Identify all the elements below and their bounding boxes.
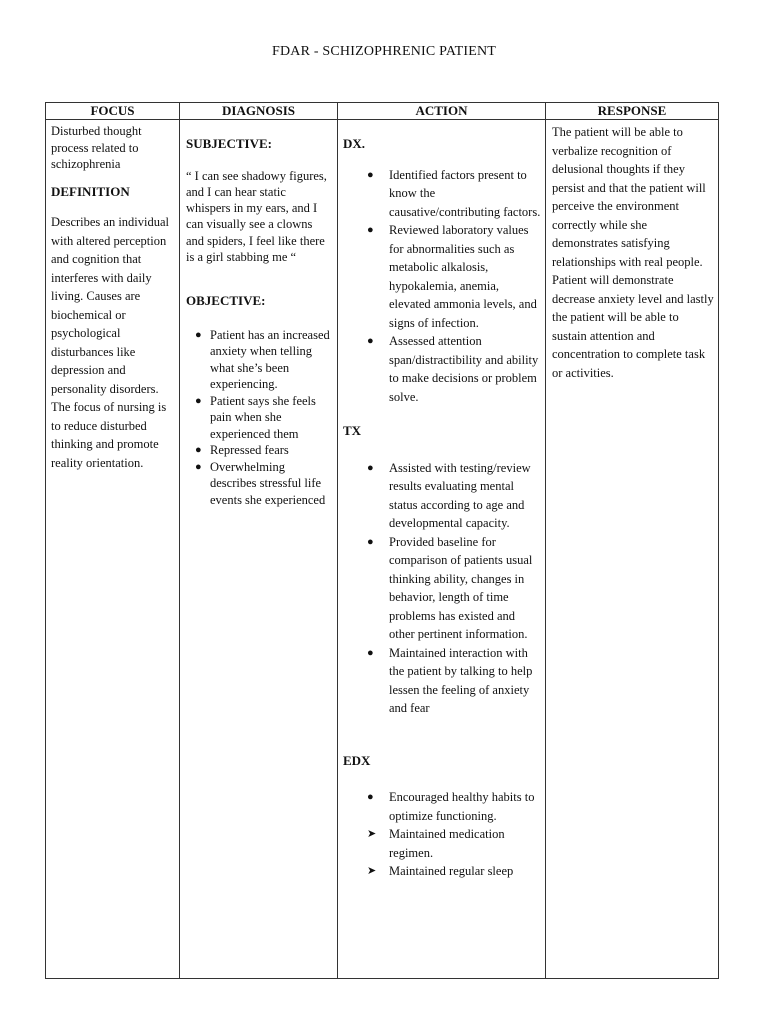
header-response: RESPONSE (546, 103, 719, 120)
list-item: ● Patient says she feels pain when she experienced them (195, 393, 316, 441)
list-item: ➤ Maintained medication regimen. (367, 827, 505, 860)
arrow-bullet-icon: ➤ (367, 865, 377, 877)
list-item: ● Provided baseline for comparison of patients usual thinking ability, changes in behavior, length of time problems has existed and other pertinent information. (367, 534, 533, 641)
tx-list (343, 459, 541, 718)
edx-heading: EDX (343, 752, 371, 768)
dx-heading: DX. (343, 136, 366, 151)
list-item: ● Maintained interaction with the patient by talking to help lessen the feeling of anxiety and fear (367, 645, 533, 715)
header-row (46, 103, 719, 120)
header-action: ACTION (338, 103, 546, 120)
response-text: The patient will be able to verbalize recognition of delusional thoughts if they persist and that the patient will perceive the environment correctly while she demonstrates satisfying relationships with real people. Patient will demonstrate decrease anxiety level and lastly the patient will be able to sustain attention and concentration to complete task or activities. (552, 125, 714, 380)
subjective-heading: SUBJECTIVE: (186, 136, 272, 151)
list-item: ● Assessed attention span/distractibility and ability to make decisions or problem solve. (367, 334, 539, 404)
list-item: ● Assisted with testing/review results evaluating mental status according to age and developmental capacity. (367, 460, 531, 530)
edx-list (343, 788, 541, 881)
definition-text: Describes an individual with altered perception and cognition that interferes with daily living. Causes are biochemical or psychological disturbances like depression and personality disorders. The focus of nursing is to reduce disturbed thinking and promote reality orientation. (51, 215, 170, 470)
list-item: ➤ Maintained regular sleep (343, 862, 541, 881)
objective-list (186, 327, 333, 509)
objective-heading: OBJECTIVE: (186, 293, 266, 309)
header-diagnosis: DIAGNOSIS (180, 103, 338, 120)
header-focus: FOCUS (46, 103, 180, 120)
tx-heading: TX (343, 423, 362, 438)
diagnosis-cell (180, 120, 338, 979)
arrow-bullet-icon: ➤ (367, 828, 377, 840)
subjective-quote: “ I can see shadowy figures, and I can hear static whispers in my ears, and I can visually see a clowns and spiders, I feel like there is a girl stabbing me “ (186, 168, 327, 264)
fdar-table (45, 102, 719, 979)
focus-cell (46, 120, 180, 979)
action-cell (338, 120, 546, 979)
list-item: ● Patient has an increased anxiety when telling what she’s been experiencing. (195, 327, 330, 392)
focus-problem: Disturbed thought process related to schizophrenia (51, 124, 142, 171)
response-cell (546, 120, 719, 979)
list-item: ● Reviewed laboratory values for abnormalities such as metabolic alkalosis, hypokalemia, anemia, elevated ammonia levels, and signs of infection. (367, 223, 537, 330)
list-item: ● Identified factors present to know the causative/contributing factors. (367, 167, 541, 219)
list-item: ● Repressed fears (195, 443, 289, 458)
list-item: ● Overwhelming describes stressful life events she experienced (195, 459, 326, 507)
document-title: FDAR - SCHIZOPHRENIC PATIENT (271, 44, 497, 59)
definition-heading: DEFINITION (51, 183, 130, 199)
list-item: ● Encouraged healthy habits to optimize functioning. (367, 790, 535, 823)
dx-list (343, 166, 541, 407)
content-row (46, 120, 719, 979)
